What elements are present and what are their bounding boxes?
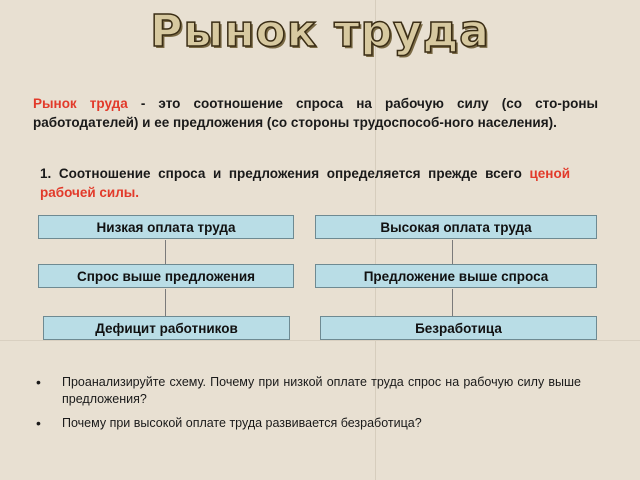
right-connector-2 <box>452 289 453 316</box>
low-pay-box: Низкая оплата труда <box>38 215 294 239</box>
question-item: • Проанализируйте схему. Почему при низкой оплате труда спрос на рабочую силу выше предложения? <box>36 374 581 408</box>
point-one-text: 1. Соотношение спроса и предложения определяется прежде всего <box>40 166 530 181</box>
point-one-highlight: ценой рабочей силы. <box>40 166 570 200</box>
definition-paragraph <box>33 94 598 132</box>
left-connector-1 <box>165 240 166 264</box>
question-list <box>36 374 581 439</box>
definition-text: - это соотношение спроса на рабочую силу (со сто-роны работодателей) и ее предложения (со стороны трудоспособ-ного населения). <box>33 96 598 130</box>
supply-exceeds-demand-box: Предложение выше спроса <box>315 264 597 288</box>
left-connector-2 <box>165 289 166 316</box>
slide-title: Рынок труда <box>150 6 490 57</box>
definition-term: Рынок труда <box>33 96 128 111</box>
right-connector-1 <box>452 240 453 264</box>
demand-exceeds-supply-box: Спрос выше предложения <box>38 264 294 288</box>
question-item: • Почему при высокой оплате труда развивается безработица? <box>36 415 581 432</box>
worker-shortage-box: Дефицит работников <box>43 316 290 340</box>
point-one-paragraph <box>40 164 570 202</box>
unemployment-box: Безработица <box>320 316 597 340</box>
high-pay-box: Высокая оплата труда <box>315 215 597 239</box>
